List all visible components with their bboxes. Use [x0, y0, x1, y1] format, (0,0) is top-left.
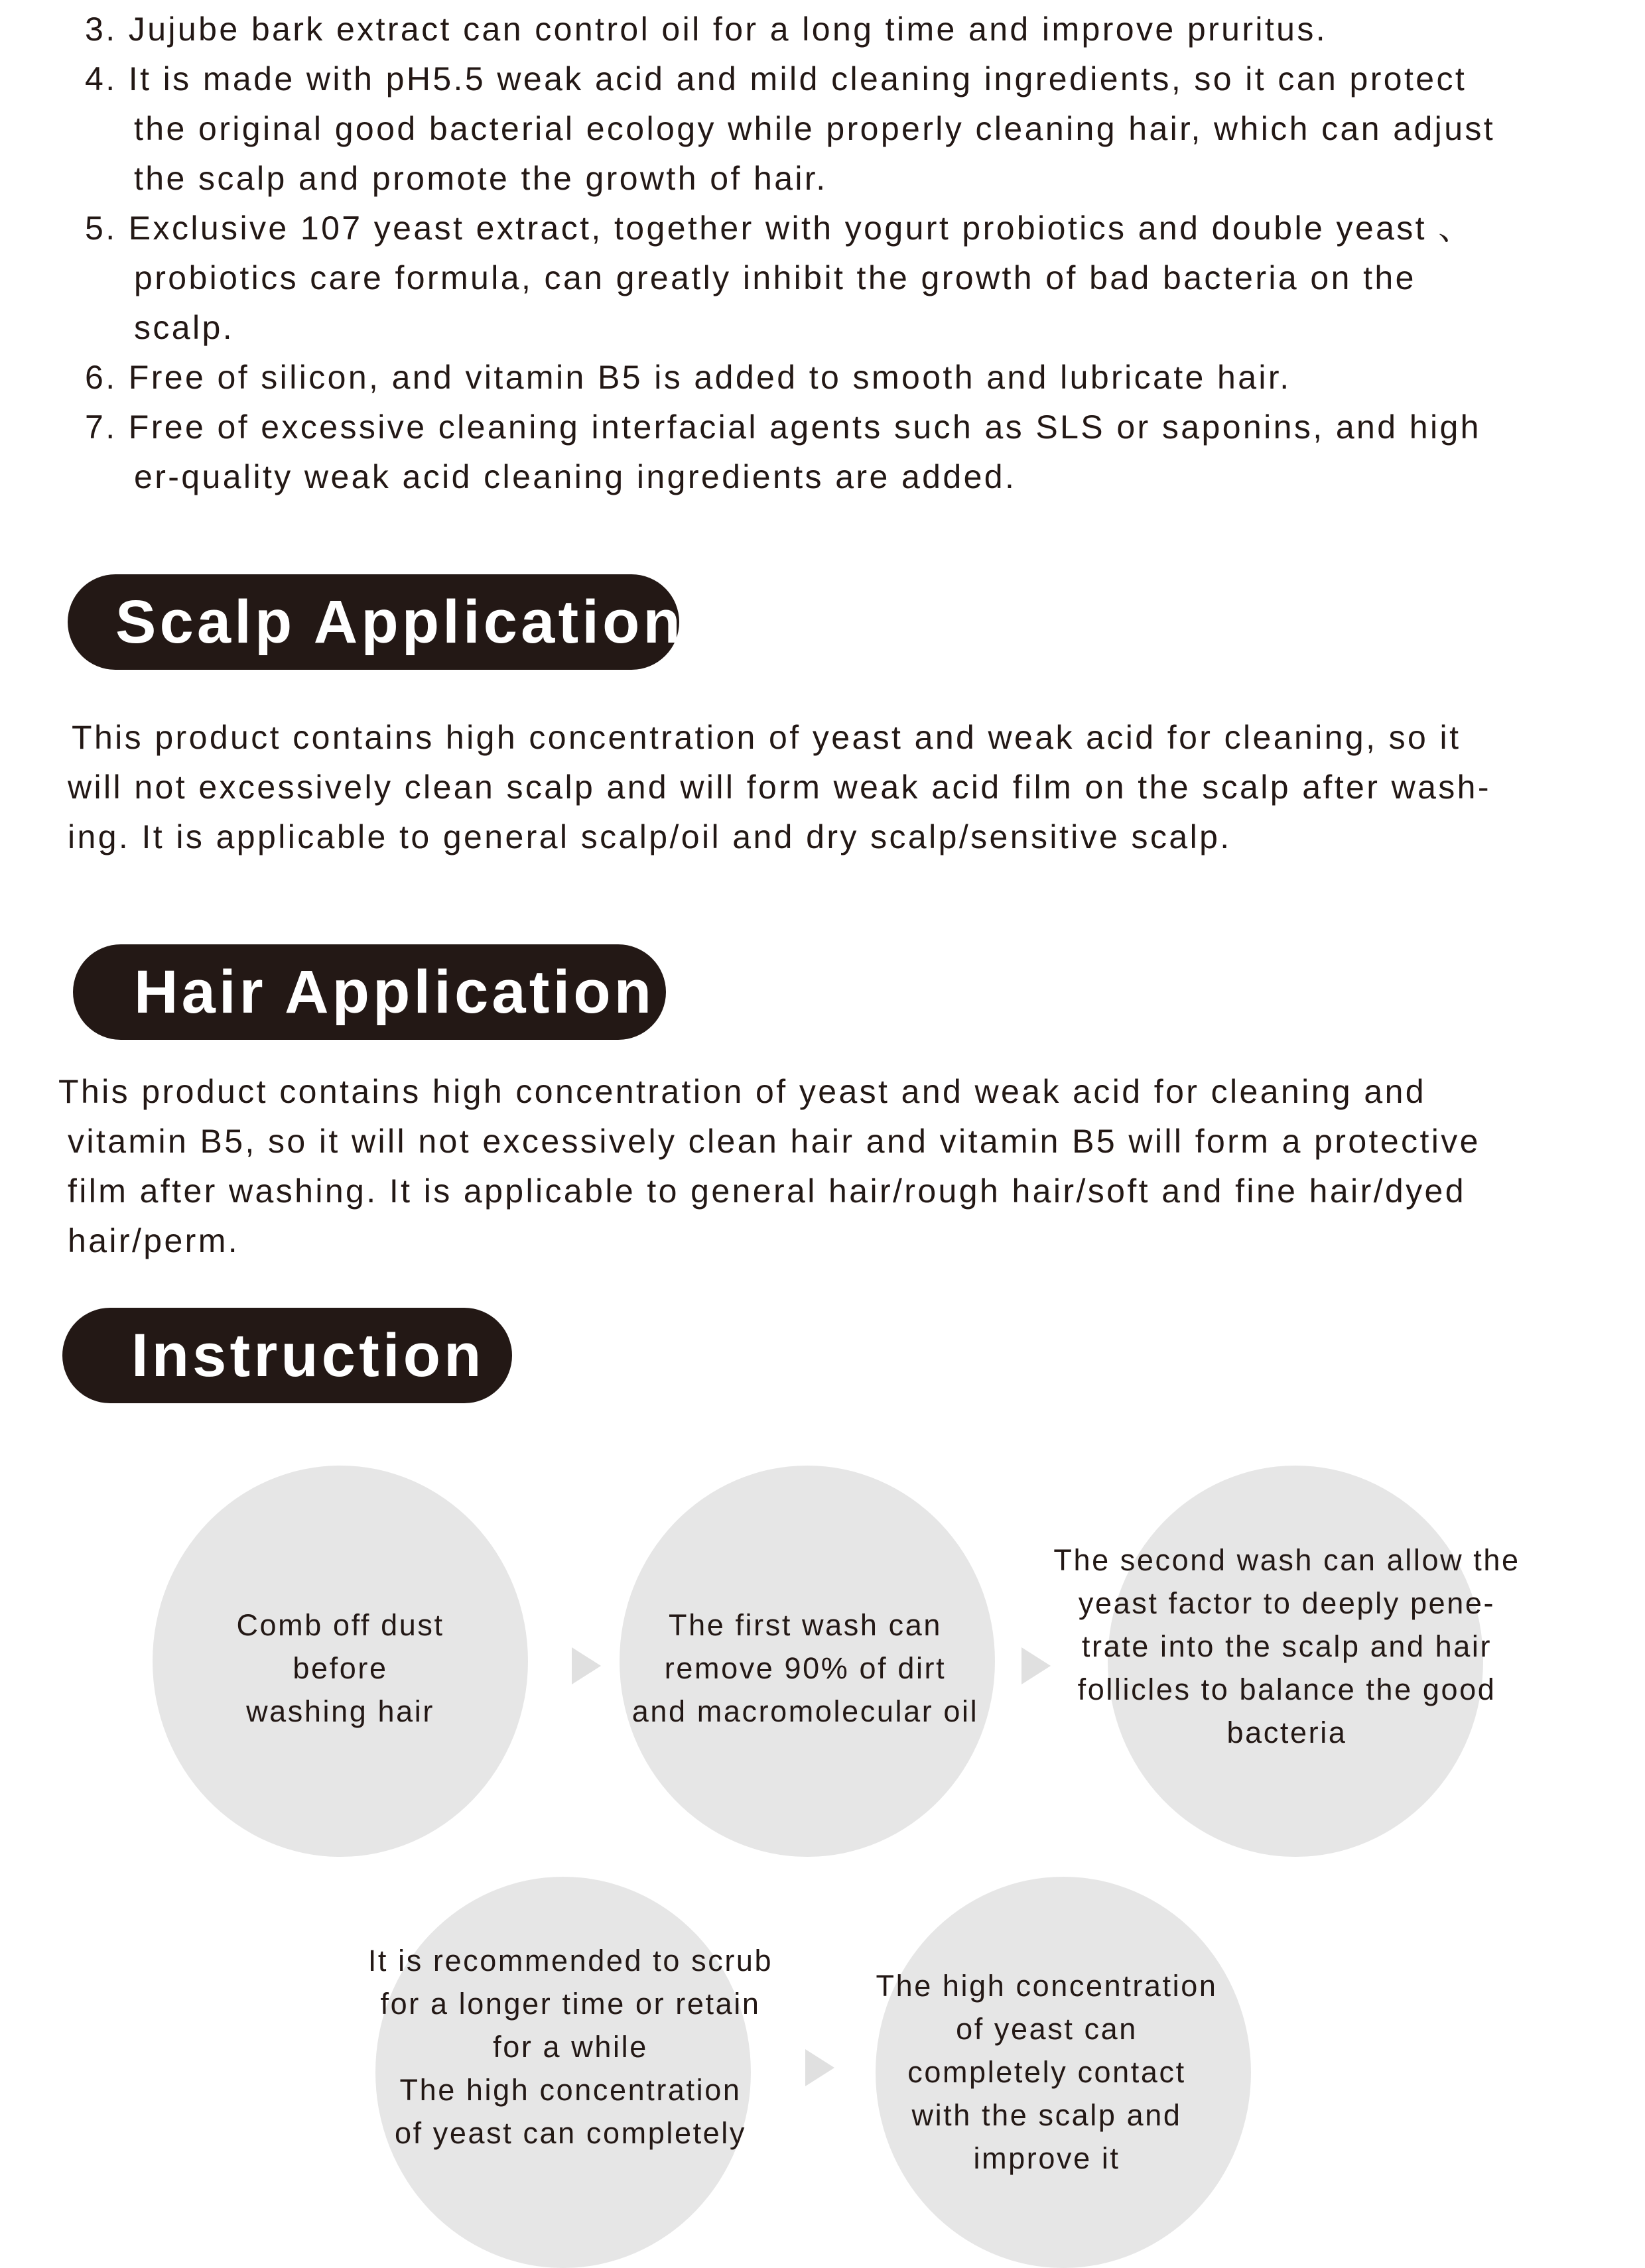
step-line: The high concentration [399, 2073, 742, 2107]
paragraph-line: ing. It is applicable to general scalp/oil and dry scalp/sensitive scalp. [68, 818, 1232, 855]
feature-item-4-cont: the original good bacterial ecology while properly cleaning hair, which can adjust [134, 110, 1496, 147]
step-line: and macromolecular oil [631, 1694, 979, 1728]
step-line: The high concentration [876, 1969, 1218, 2003]
step-line: trate into the scalp and hair [1081, 1629, 1492, 1663]
hair-application-heading [73, 944, 666, 1040]
step-2-text [580, 1604, 1031, 1733]
step-line: The second wash can allow the [1053, 1543, 1520, 1577]
feature-item-3: 3. Jujube bark extract can control oil for a long time and improve pruritus. [85, 11, 1328, 48]
step-line: follicles to balance the good [1077, 1672, 1496, 1706]
step-line: before [293, 1651, 388, 1685]
step-line: of yeast can [956, 2012, 1138, 2046]
step-line: bacteria [1226, 1716, 1347, 1749]
step-line: for a longer time or retain [380, 1987, 761, 2021]
feature-item-5-cont: probiotics care formula, can greatly inhibit the growth of bad bacteria on the [134, 259, 1416, 296]
step-3-text [1021, 1539, 1552, 1754]
feature-item-7-cont: er-quality weak acid cleaning ingredients are added. [134, 458, 1017, 495]
step-4-text [305, 1939, 836, 2155]
hair-application-title: Hair Application [134, 958, 655, 1026]
instruction-heading [62, 1308, 512, 1403]
feature-item-4-cont: the scalp and promote the growth of hair. [134, 160, 828, 197]
paragraph-line: vitamin B5, so it will not excessively clean hair and vitamin B5 will form a protective [68, 1123, 1480, 1160]
step-5-text [821, 1964, 1272, 2180]
step-line: of yeast can completely [394, 2116, 747, 2150]
paragraph-line: This product contains high concentration of yeast and weak acid for cleaning, so it [72, 719, 1461, 756]
feature-item-7: 7. Free of excessive cleaning interfacial agents such as SLS or saponins, and high [85, 409, 1481, 446]
step-line: improve it [973, 2141, 1120, 2175]
paragraph-line: hair/perm. [68, 1222, 240, 1259]
step-1-text [141, 1604, 539, 1733]
step-line: remove 90% of dirt [664, 1651, 947, 1685]
feature-item-5: 5. Exclusive 107 yeast extract, together with yogurt probiotics and double yeast 、 [85, 210, 1474, 247]
step-line: yeast factor to deeply pene- [1078, 1586, 1496, 1620]
step-line: completely contact [907, 2055, 1186, 2089]
paragraph-line: film after washing. It is applicable to general hair/rough hair/soft and fine hair/dyed [68, 1172, 1466, 1210]
step-line: It is recommended to scrub [367, 1944, 773, 1978]
instruction-title: Instruction [131, 1322, 485, 1389]
step-line: for a while [493, 2030, 648, 2064]
step-line: washing hair [246, 1694, 434, 1728]
scalp-application-heading [68, 574, 684, 670]
step-line: with the scalp and [911, 2098, 1182, 2132]
scalp-application-title: Scalp Application [115, 588, 684, 656]
feature-item-4: 4. It is made with pH5.5 weak acid and mild cleaning ingredients, so it can protect [85, 60, 1467, 97]
paragraph-line: This product contains high concentration of yeast and weak acid for cleaning and [58, 1073, 1426, 1110]
feature-item-5-cont: scalp. [134, 309, 235, 346]
step-line: The first wash can [669, 1608, 942, 1642]
feature-item-6: 6. Free of silicon, and vitamin B5 is added to smooth and lubricate hair. [85, 359, 1291, 396]
paragraph-line: will not excessively clean scalp and will form weak acid film on the scalp after wash- [68, 769, 1491, 806]
step-line: Comb off dust [236, 1608, 444, 1642]
